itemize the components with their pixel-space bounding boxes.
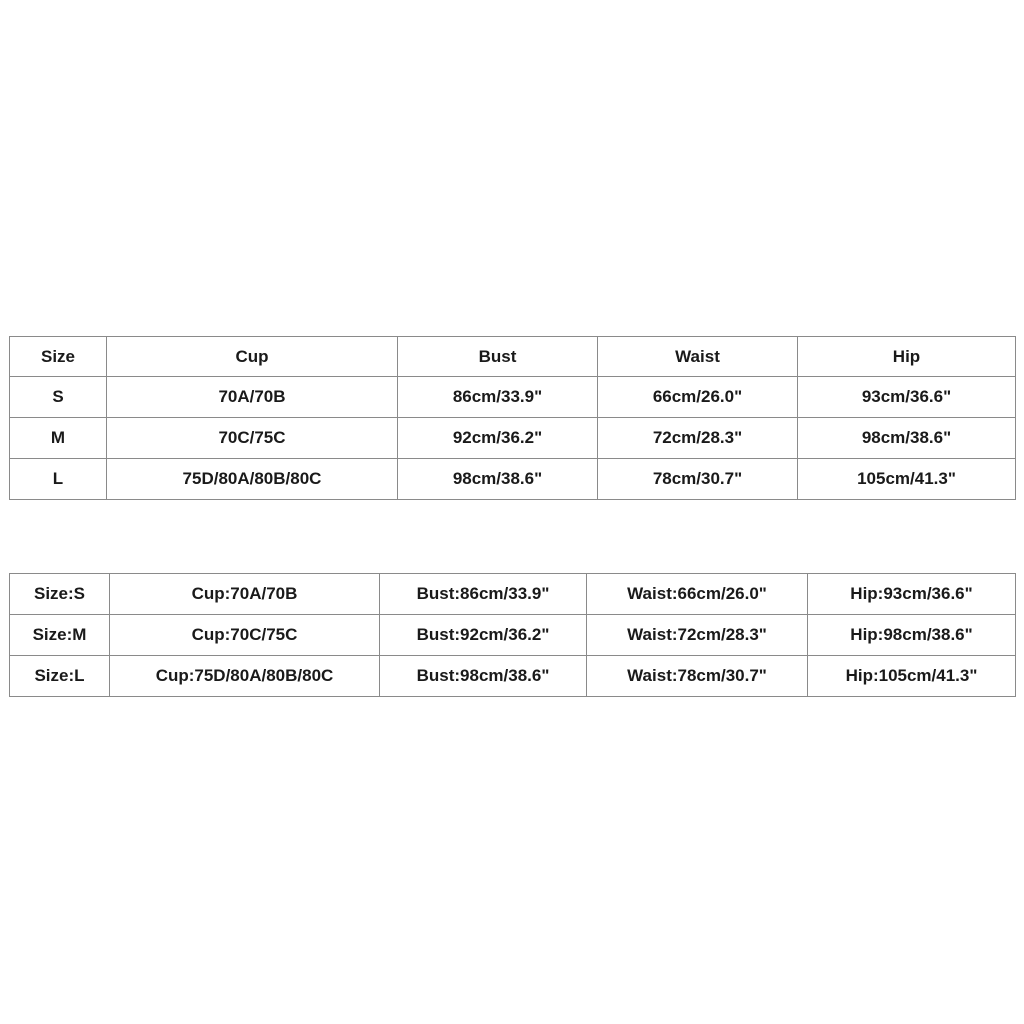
cell-hip: Hip:105cm/41.3" — [808, 656, 1016, 697]
cell-hip: Hip:93cm/36.6" — [808, 574, 1016, 615]
table-row — [10, 377, 1016, 418]
cell-cup: Cup:70C/75C — [110, 615, 380, 656]
cell-waist: Waist:78cm/30.7" — [587, 656, 808, 697]
cell-hip: Hip:98cm/38.6" — [808, 615, 1016, 656]
cell-waist: 78cm/30.7" — [598, 459, 798, 500]
table-row — [10, 418, 1016, 459]
header-size: Size — [10, 337, 107, 377]
table-row — [10, 656, 1016, 697]
table-row — [10, 615, 1016, 656]
cell-waist: 72cm/28.3" — [598, 418, 798, 459]
cell-bust: Bust:98cm/38.6" — [380, 656, 587, 697]
cell-size: Size:M — [10, 615, 110, 656]
cell-cup: 70C/75C — [107, 418, 398, 459]
cell-cup: Cup:75D/80A/80B/80C — [110, 656, 380, 697]
cell-waist: Waist:72cm/28.3" — [587, 615, 808, 656]
cell-size: L — [10, 459, 107, 500]
cell-bust: 98cm/38.6" — [398, 459, 598, 500]
header-bust: Bust — [398, 337, 598, 377]
cell-bust: 92cm/36.2" — [398, 418, 598, 459]
size-chart-labeled-table — [9, 573, 1016, 697]
header-hip: Hip — [798, 337, 1016, 377]
cell-waist: Waist:66cm/26.0" — [587, 574, 808, 615]
cell-size: Size:L — [10, 656, 110, 697]
cell-size: S — [10, 377, 107, 418]
header-waist: Waist — [598, 337, 798, 377]
cell-cup: Cup:70A/70B — [110, 574, 380, 615]
cell-hip: 105cm/41.3" — [798, 459, 1016, 500]
header-cup: Cup — [107, 337, 398, 377]
cell-size: Size:S — [10, 574, 110, 615]
cell-hip: 93cm/36.6" — [798, 377, 1016, 418]
cell-cup: 75D/80A/80B/80C — [107, 459, 398, 500]
cell-bust: 86cm/33.9" — [398, 377, 598, 418]
cell-bust: Bust:92cm/36.2" — [380, 615, 587, 656]
table-row — [10, 459, 1016, 500]
cell-cup: 70A/70B — [107, 377, 398, 418]
table-header-row — [10, 337, 1016, 377]
table-row — [10, 574, 1016, 615]
cell-size: M — [10, 418, 107, 459]
cell-hip: 98cm/38.6" — [798, 418, 1016, 459]
cell-waist: 66cm/26.0" — [598, 377, 798, 418]
cell-bust: Bust:86cm/33.9" — [380, 574, 587, 615]
size-chart-table — [9, 336, 1016, 500]
